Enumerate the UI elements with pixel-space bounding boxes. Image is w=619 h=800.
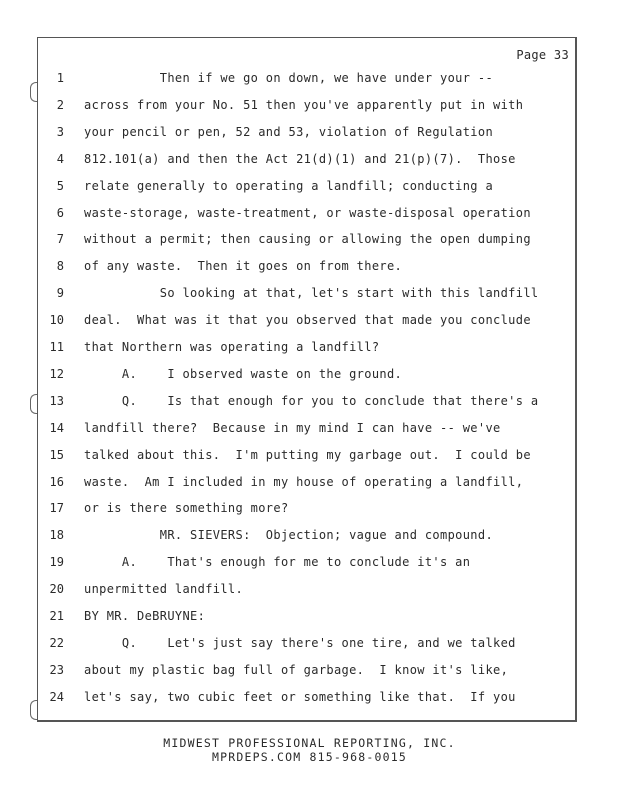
transcript-line [0, 256, 619, 276]
line-text: landfill there? Because in my mind I can have -- we've [84, 420, 501, 435]
transcript-line [0, 445, 619, 465]
line-number: 10 [49, 313, 64, 328]
line-text: unpermitted landfill. [84, 582, 244, 597]
line-number: 3 [56, 124, 64, 139]
line-number: 21 [49, 609, 64, 623]
transcript-line [0, 391, 619, 411]
line-text: BY MR. DeBRUYNE: [84, 609, 206, 623]
line-text: talked about this. I'm putting my garbage out. I could be [84, 447, 531, 462]
transcript-line [0, 68, 619, 88]
line-number: 22 [49, 635, 64, 650]
transcript-line [0, 552, 619, 572]
transcript-line [0, 472, 619, 492]
transcript-line [0, 660, 619, 680]
line-number: 7 [56, 232, 64, 247]
page-number: Page 33 [516, 48, 569, 62]
line-number: 8 [56, 259, 64, 274]
line-number: 2 [56, 97, 64, 112]
line-text: that Northern was operating a landfill? [84, 340, 380, 354]
line-text: Then if we go on down, we have under your -- [84, 71, 494, 85]
line-text: across from your No. 51 then you've apparently put in with [84, 97, 524, 112]
line-text: waste. Am I included in my house of operating a landfill, [84, 474, 524, 489]
line-number: 13 [49, 393, 64, 408]
line-text: about my plastic bag full of garbage. I know it's like, [84, 662, 509, 677]
line-number: 24 [49, 689, 64, 704]
line-number: 16 [49, 474, 64, 489]
line-number: 11 [49, 340, 64, 354]
line-text: MR. SIEVERS: Objection; vague and compound. [84, 528, 494, 543]
line-number: 9 [56, 286, 64, 301]
transcript-line [0, 122, 619, 142]
transcript-line [0, 229, 619, 249]
line-number: 14 [49, 420, 64, 435]
transcript-line [0, 337, 619, 357]
line-text: 812.101(a) and then the Act 21(d)(1) and 21(p)(7). Those [84, 151, 516, 166]
transcript-line [0, 95, 619, 115]
line-text: A. I observed waste on the ground. [84, 366, 403, 381]
footer-company: MIDWEST PROFESSIONAL REPORTING, INC. [163, 736, 456, 750]
transcript-line [0, 633, 619, 653]
line-text: Q. Let's just say there's one tire, and we talked [84, 635, 516, 650]
transcript-line [0, 283, 619, 303]
transcript-line [0, 176, 619, 196]
line-number: 1 [56, 71, 64, 85]
line-number: 4 [56, 151, 64, 166]
line-text: A. That's enough for me to conclude it's an [84, 555, 471, 570]
line-text: waste-storage, waste-treatment, or waste-disposal operation [84, 205, 531, 220]
footer-contact: MPRDEPS.COM 815-968-0015 [212, 750, 407, 764]
line-number: 19 [49, 555, 64, 570]
line-text: your pencil or pen, 52 and 53, violation of Regulation [84, 124, 494, 139]
transcript-line [0, 364, 619, 384]
line-text: or is there something more? [84, 501, 289, 516]
transcript-line [0, 606, 619, 626]
line-text: relate generally to operating a landfill; conducting a [84, 178, 494, 193]
line-number: 15 [49, 447, 64, 462]
line-text: So looking at that, let's start with this landfill [84, 286, 539, 301]
line-text: deal. What was it that you observed that made you conclude [84, 313, 531, 328]
line-number: 18 [49, 528, 64, 543]
line-text: of any waste. Then it goes on from there. [84, 259, 403, 274]
transcript-line [0, 310, 619, 330]
transcript-line [0, 203, 619, 223]
line-text: without a permit; then causing or allowing the open dumping [84, 232, 531, 247]
transcript-line [0, 498, 619, 518]
transcript-line [0, 525, 619, 545]
line-text: let's say, two cubic feet or something like that. If you [84, 689, 516, 704]
line-number: 23 [49, 662, 64, 677]
transcript-line [0, 579, 619, 599]
line-number: 6 [56, 205, 64, 220]
transcript-line [0, 149, 619, 169]
line-number: 5 [56, 178, 64, 193]
line-number: 20 [49, 582, 64, 597]
line-number: 17 [49, 501, 64, 516]
line-number: 12 [49, 366, 64, 381]
transcript-line [0, 687, 619, 707]
line-text: Q. Is that enough for you to conclude that there's a [84, 393, 539, 408]
transcript-line [0, 418, 619, 438]
